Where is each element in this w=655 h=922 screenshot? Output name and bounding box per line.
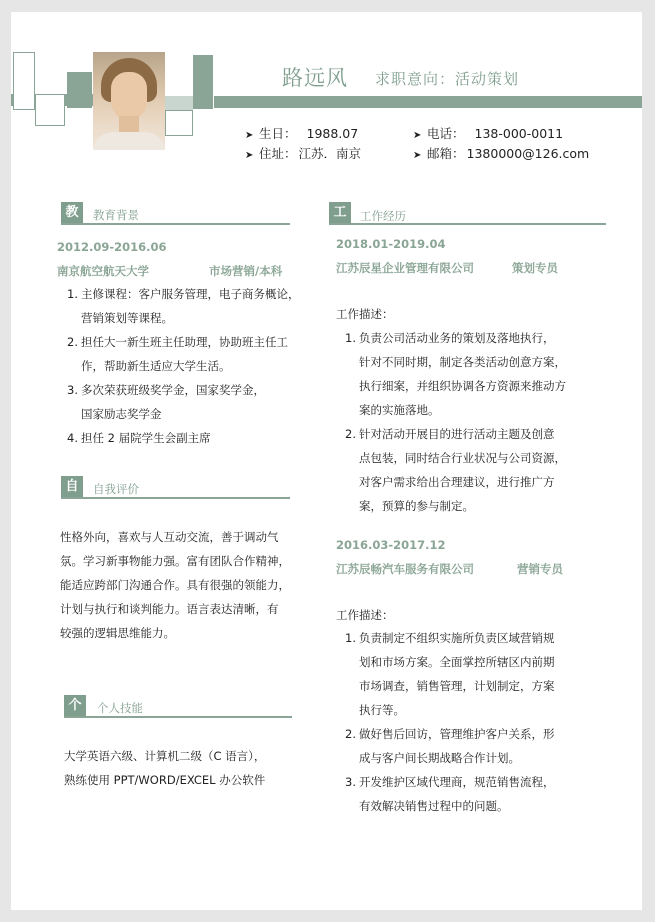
education-icon: 教 xyxy=(61,202,83,224)
work-icon: 工 xyxy=(329,202,351,224)
resume-page xyxy=(11,12,642,910)
job2-role: 营销专员 xyxy=(517,562,563,576)
education-list xyxy=(67,282,311,450)
list-item: 4. 担任 2 届院学生会副主席 xyxy=(67,431,211,445)
deco-box-1 xyxy=(13,52,35,110)
arrow-icon: ➤ xyxy=(245,130,254,141)
list-item: 1. 主修课程：客户服务管理，电子商务概论， 营销策划等课程。 xyxy=(67,287,300,325)
job1-company: 江苏辰星企业管理有限公司 xyxy=(336,261,474,275)
self-eval-text: 性格外向，喜欢与人互动交流，善于调动气 氛。学习新事物能力强。富有团队合作精神， 能适应跨部门沟通合作。具有很强的领能力， 计划与执行和谈判能力。语言表达清晰，有 较强的逻辑思维能力。 xyxy=(60,530,290,640)
self-eval-icon: 自 xyxy=(61,476,83,498)
job2-period: 2016.03-2017.12 xyxy=(336,538,446,552)
education-title: 教育背景 xyxy=(93,208,139,222)
list-item: 2. 做好售后回访，管理维护客户关系，形 成与客户间长期战略合作计划。 xyxy=(345,727,555,765)
skills-title: 个人技能 xyxy=(97,701,143,715)
list-item: 2. 针对活动开展目的进行活动主题及创意 点包装，同时结合行业状况与公司资源， 对客户需求给出合理建议，进行推广方 案，预算的参与制定。 xyxy=(345,427,566,513)
job1-list xyxy=(345,326,619,518)
self-eval-divider xyxy=(61,497,290,499)
list-item: 1. 负责公司活动业务的策划及落地执行， 针对不同时期，制定各类活动创意方案， 执行细案，并组织协调各方资源来推动方 案的实施落地。 xyxy=(345,331,566,417)
education-divider xyxy=(61,223,290,225)
job1-desc-label: 工作描述： xyxy=(336,307,394,321)
skills-text: 大学英语六级、计算机二级（C 语言）， 熟练使用 PPT/WORD/EXCEL 办公软件 xyxy=(64,749,266,787)
job2-list xyxy=(345,626,619,818)
info-address: ➤ 住址： 江苏．南京 xyxy=(245,146,362,161)
work-divider xyxy=(329,223,606,225)
self-eval-title: 自我评价 xyxy=(93,482,139,496)
info-email: ➤ 邮箱： 1380000@126.com xyxy=(413,146,590,161)
deco-block-2 xyxy=(193,55,213,109)
job1-period: 2018.01-2019.04 xyxy=(336,237,446,251)
job2-company: 江苏辰畅汽车服务有限公司 xyxy=(336,562,474,576)
skills-icon: 个 xyxy=(64,695,86,717)
list-item: 1. 负责制定不组织实施所负责区域营销规 划和市场方案。全面掌控所辖区内前期 市场调查，销售管理，计划制定，方案 执行等。 xyxy=(345,631,555,717)
arrow-icon: ➤ xyxy=(413,130,422,141)
profile-photo xyxy=(93,52,165,150)
job-intent: 求职意向：活动策划 xyxy=(375,70,520,88)
deco-box-2 xyxy=(35,94,65,126)
deco-block-3 xyxy=(165,96,193,110)
list-item: 3. 多次荣获班级奖学金，国家奖学金， 国家励志奖学金 xyxy=(67,383,265,421)
list-item: 3. 开发维护区域代理商，规范销售流程， 有效解决销售过程中的问题。 xyxy=(345,775,555,813)
arrow-icon: ➤ xyxy=(413,150,422,161)
info-phone: ➤ 电话： 138-000-0011 xyxy=(413,126,564,141)
education-major: 市场营销/本科 xyxy=(209,264,283,278)
education-school: 南京航空航天大学 xyxy=(57,264,149,278)
job2-desc-label: 工作描述： xyxy=(336,608,394,622)
skills-divider xyxy=(64,716,292,718)
candidate-name: 路远风 xyxy=(282,66,348,90)
info-birthday: ➤ 生日： 1988.07 xyxy=(245,126,359,141)
deco-box-3 xyxy=(165,110,193,136)
education-period: 2012.09-2016.06 xyxy=(57,240,167,254)
deco-block-1 xyxy=(67,72,92,108)
job1-role: 策划专员 xyxy=(512,261,558,275)
arrow-icon: ➤ xyxy=(245,150,254,161)
header-band-right xyxy=(214,96,642,108)
list-item: 2. 担任大一新生班主任助理，协助班主任工 作，帮助新生适应大学生活。 xyxy=(67,335,288,373)
work-title: 工作经历 xyxy=(360,209,406,223)
